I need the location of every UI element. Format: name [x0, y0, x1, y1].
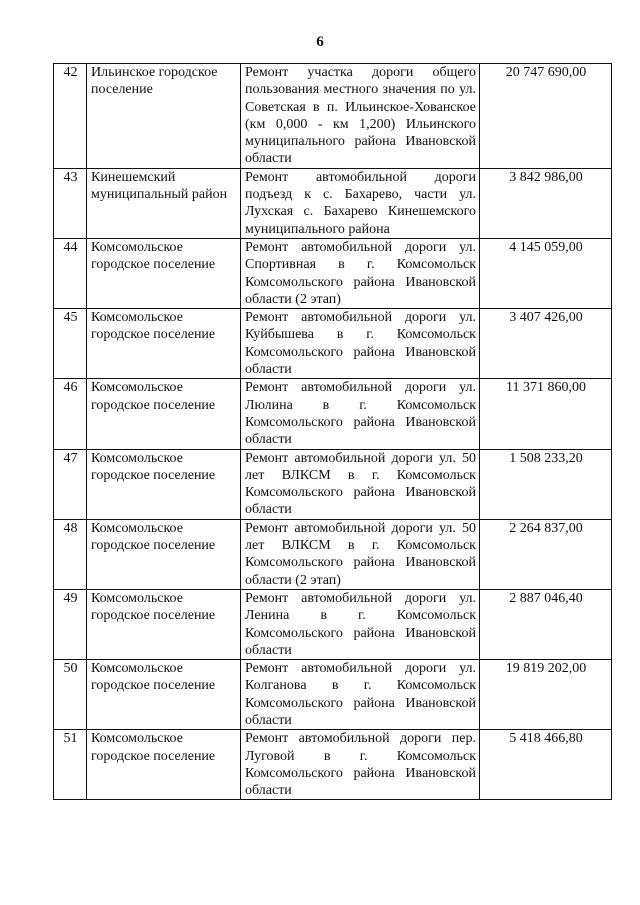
amount-cell: 5 418 466,80: [480, 730, 612, 800]
amount-cell: 4 145 059,00: [480, 238, 612, 308]
municipality-cell: Кинешемский муниципальный район: [87, 168, 241, 238]
row-number: 50: [54, 660, 87, 730]
description-cell: Ремонт автомобильной дороги ул. 50 лет ВЛКСМ в г. Комсомольск Комсомольского района Ивановской области: [241, 449, 480, 519]
table-row: [54, 660, 612, 730]
municipality-cell: Комсомольское городское поселение: [87, 589, 241, 659]
municipality-cell: Комсомольское городское поселение: [87, 449, 241, 519]
amount-cell: 3 842 986,00: [480, 168, 612, 238]
table-row: [54, 730, 612, 800]
table-row: [54, 449, 612, 519]
municipality-cell: Комсомольское городское поселение: [87, 238, 241, 308]
amount-cell: 2 264 837,00: [480, 519, 612, 589]
table-row: [54, 519, 612, 589]
row-number: 51: [54, 730, 87, 800]
row-number: 45: [54, 309, 87, 379]
amount-cell: 3 407 426,00: [480, 309, 612, 379]
description-cell: Ремонт автомобильной дороги ул. Куйбышева в г. Комсомольск Комсомольского района Ивановской области: [241, 309, 480, 379]
road-repair-table: [53, 63, 612, 800]
municipality-cell: Комсомольское городское поселение: [87, 660, 241, 730]
table-row: [54, 379, 612, 449]
description-cell: Ремонт автомобильной дороги ул. Колганова в г. Комсомольск Комсомольского района Ивановской области: [241, 660, 480, 730]
description-cell: Ремонт участка дороги общего пользования местного значения по ул. Советская в п. Ильинское-Хованское (км 0,000 - км 1,200) Ильинского муниципального района Ивановской области: [241, 64, 480, 169]
description-cell: Ремонт автомобильной дороги подъезд к с. Бахарево, части ул. Лухская с. Бахарево Кинешемского муниципального района: [241, 168, 480, 238]
table-row: [54, 589, 612, 659]
row-number: 46: [54, 379, 87, 449]
amount-cell: 2 887 046,40: [480, 589, 612, 659]
municipality-cell: Ильинское городское поселение: [87, 64, 241, 169]
row-number: 44: [54, 238, 87, 308]
municipality-cell: Комсомольское городское поселение: [87, 379, 241, 449]
row-number: 49: [54, 589, 87, 659]
amount-cell: 1 508 233,20: [480, 449, 612, 519]
description-cell: Ремонт автомобильной дороги пер. Луговой в г. Комсомольск Комсомольского района Ивановской области: [241, 730, 480, 800]
table-row: [54, 64, 612, 169]
table-row: [54, 238, 612, 308]
row-number: 42: [54, 64, 87, 169]
amount-cell: 19 819 202,00: [480, 660, 612, 730]
municipality-cell: Комсомольское городское поселение: [87, 519, 241, 589]
amount-cell: 11 371 860,00: [480, 379, 612, 449]
row-number: 47: [54, 449, 87, 519]
table-row: [54, 168, 612, 238]
page-number: 6: [316, 34, 324, 50]
description-cell: Ремонт автомобильной дороги ул. 50 лет ВЛКСМ в г. Комсомольск Комсомольского района Ивановской области (2 этап): [241, 519, 480, 589]
municipality-cell: Комсомольское городское поселение: [87, 730, 241, 800]
description-cell: Ремонт автомобильной дороги ул. Ленина в г. Комсомольск Комсомольского района Ивановской области: [241, 589, 480, 659]
description-cell: Ремонт автомобильной дороги ул. Люлина в г. Комсомольск Комсомольского района Ивановской области: [241, 379, 480, 449]
description-cell: Ремонт автомобильной дороги ул. Спортивная в г. Комсомольск Комсомольского района Ивановской области (2 этап): [241, 238, 480, 308]
amount-cell: 20 747 690,00: [480, 64, 612, 169]
table-row: [54, 309, 612, 379]
row-number: 43: [54, 168, 87, 238]
municipality-cell: Комсомольское городское поселение: [87, 309, 241, 379]
row-number: 48: [54, 519, 87, 589]
